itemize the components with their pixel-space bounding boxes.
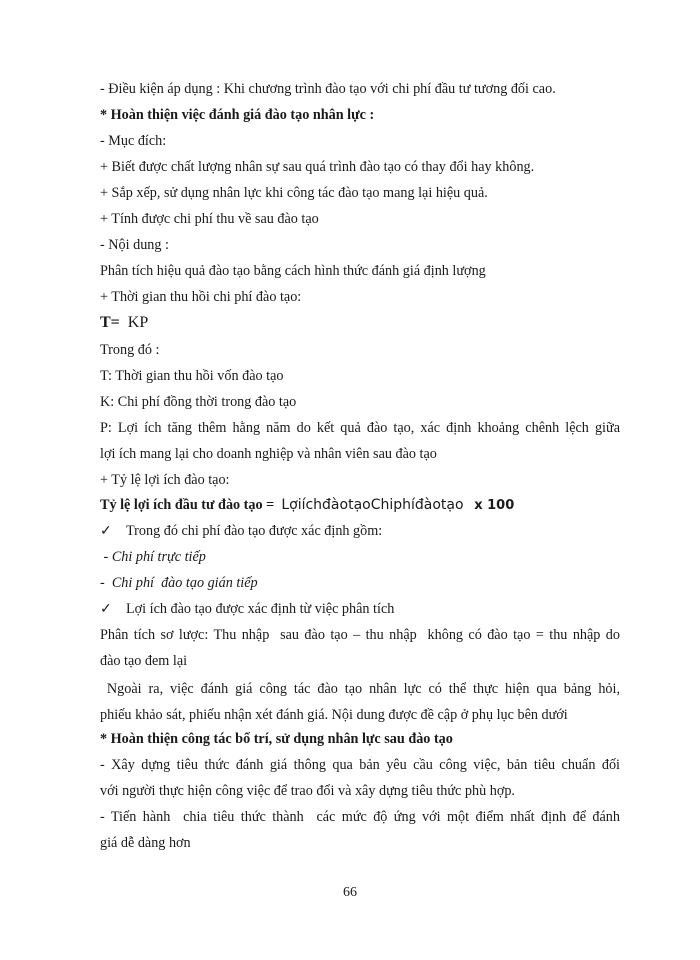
text-line: Ngoài ra, việc đánh giá công tác đào tạo nhân lực có thể thực hiện qua bảng hỏi, <box>100 681 620 697</box>
text-line: - Tiến hành chia tiêu thức thành các mức độ ứng với một điểm nhất định để đánh <box>100 809 620 825</box>
formula-ratio-fraction: LợiíchđàotạoChiphíđàotạo <box>281 497 464 513</box>
formula-t <box>100 313 620 333</box>
text-line: + Sắp xếp, sử dụng nhân lực khi công tác đào tạo mang lại hiệu quả. <box>100 185 488 201</box>
checklist-item <box>100 600 620 618</box>
text-line: - Điều kiện áp dụng : Khi chương trình đào tạo với chi phí đầu tư tương đối cao. <box>100 81 556 97</box>
text-line: P: Lợi ích tăng thêm hằng năm do kết quả đào tạo, xác định khoảng chênh lệch giữa <box>100 420 620 436</box>
text-line: T: Thời gian thu hồi vốn đào tạo <box>100 368 284 384</box>
formula-ratio <box>100 496 620 515</box>
check-icon: ✓ <box>100 523 112 539</box>
text-line: - Chi phí trực tiếp <box>100 549 206 565</box>
page-number: 66 <box>343 885 357 900</box>
text-line: đào tạo đem lại <box>100 653 188 669</box>
checklist-text: Lợi ích đào tạo được xác định từ việc phân tích <box>126 601 395 617</box>
text-line: + Tỷ lệ lợi ích đào tạo: <box>100 472 230 488</box>
text-line: phiếu khảo sát, phiếu nhận xét đánh giá. Nội dung được đề cập ở phụ lục bên dưới <box>100 707 568 723</box>
text-line: + Tính được chi phí thu về sau đào tạo <box>100 211 319 227</box>
checklist-text: Trong đó chi phí đào tạo được xác định gồm: <box>126 523 383 539</box>
text-line: - Nội dung : <box>100 237 169 253</box>
check-icon: ✓ <box>100 601 112 617</box>
section-heading: * Hoàn thiện công tác bố trí, sử dụng nhân lực sau đào tạo <box>100 731 453 747</box>
text-line: với người thực hiện công việc để trao đổi và xây dựng tiêu thức phù hợp. <box>100 783 515 799</box>
text-line: + Biết được chất lượng nhân sự sau quá trình đào tạo có thay đổi hay không. <box>100 159 535 175</box>
section-heading: * Hoàn thiện việc đánh giá đào tạo nhân lực : <box>100 107 375 123</box>
text-line: Phân tích hiệu quả đào tạo bằng cách hình thức đánh giá định lượng <box>100 263 486 279</box>
checklist-item <box>100 522 620 540</box>
text-line: Phân tích sơ lược: Thu nhập sau đào tạo – thu nhập không có đào tạo = thu nhập do <box>100 627 620 643</box>
text-line: - Chi phí đào tạo gián tiếp <box>100 575 258 591</box>
text-line: - Xây dựng tiêu thức đánh giá thông qua bản yêu cầu công việc, bản tiêu chuẩn đối <box>100 757 620 773</box>
formula-ratio-multiplier: x 100 <box>474 498 515 513</box>
text-line: lợi ích mang lại cho doanh nghiệp và nhân viên sau đào tạo <box>100 446 437 462</box>
text-line: + Thời gian thu hồi chi phí đào tạo: <box>100 289 302 305</box>
formula-ratio-lhs: Tỷ lệ lợi ích đầu tư đào tạo = <box>100 497 275 513</box>
text-line: giá dễ dàng hơn <box>100 835 191 851</box>
text-line: - Mục đích: <box>100 133 167 149</box>
text-line: K: Chi phí đồng thời trong đào tạo <box>100 394 297 410</box>
formula-t-lhs: T= <box>100 314 120 331</box>
text-line: Trong đó : <box>100 342 160 358</box>
formula-t-rhs: KP <box>127 314 149 331</box>
